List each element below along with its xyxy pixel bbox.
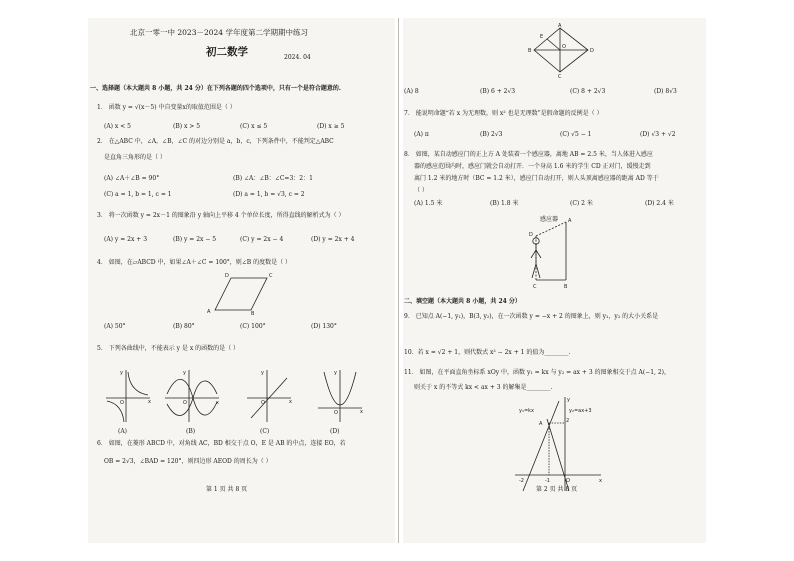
q8-line3: 离门 1.2 米的地方时（BC = 1.2 米），感应门自动打开，则人头顶离感应器的距离 AD 等于 xyxy=(414,175,659,182)
q3-option-c: (C) y = 2x − 4 xyxy=(240,236,284,243)
svg-text:O: O xyxy=(183,400,187,406)
svg-text:x: x xyxy=(289,399,292,405)
q1-option-d: (D) x ≥ 5 xyxy=(317,123,345,130)
svg-text:D: D xyxy=(590,48,594,54)
q8-door-figure xyxy=(526,214,576,290)
svg-text:O: O xyxy=(334,410,338,416)
q6-rhombus-figure xyxy=(528,24,598,78)
q11-line1: 11． 如图，在平面直角坐标系 xOy 中，函数 y₁ = kx 与 y₂ = ax + 3 的图象相交于点 A(−1, 2)， xyxy=(404,369,670,376)
q11-coordinate-graph xyxy=(505,395,605,495)
section1-header: 一、选择题（本大题共 8 小题，共 24 分）在下列各题的四个选项中，只有一个是符合题意的. xyxy=(90,85,341,92)
page1-footer: 第 1 页 共 8 页 xyxy=(206,486,248,493)
q2-stem-line1: 2． 在△ABC 中，∠A，∠B，∠C 的对边分别是 a，b，c，下列条件中，不能判定△ABC xyxy=(97,138,334,145)
svg-text:x: x xyxy=(148,399,151,405)
page-fold xyxy=(398,18,399,543)
q7-option-b: (B) 2√3 xyxy=(480,131,503,138)
svg-text:O: O xyxy=(120,400,124,406)
svg-text:y: y xyxy=(567,397,570,403)
q4-option-b: (B) 80° xyxy=(173,323,195,330)
q5-graph-d xyxy=(316,368,364,424)
svg-text:A: A xyxy=(207,309,211,315)
q6-stem-line2: OB = 2√3，∠BAD = 120°，则四边形 AEOD 的周长为（ ） xyxy=(104,458,272,465)
q8-line2: 器的感应范围内时，感应门就会自动打开．一个身高 1.6 米的学生 CD 正对门，缓慢走到 xyxy=(414,163,651,170)
q8-line1: 8． 如图，某自动感应门的正上方 A 处装着一个感应器，离地 AB = 2.5 米，当人体进入感应 xyxy=(404,151,653,158)
q3-option-a: (A) y = 2x + 3 xyxy=(104,236,148,243)
q5-label-a: (A) xyxy=(118,428,128,435)
q8-sensor-label: 感应器 xyxy=(540,216,559,223)
svg-text:O: O xyxy=(566,478,570,484)
q1-option-c: (C) x ≤ 5 xyxy=(240,123,268,130)
q2-option-b: (B) ∠A：∠B：∠C=3：2：1 xyxy=(233,175,313,182)
q4-option-d: (D) 130° xyxy=(311,323,337,330)
svg-text:y: y xyxy=(261,370,264,376)
svg-text:A: A xyxy=(568,218,572,224)
q8-option-b: (B) 1.8 米 xyxy=(490,200,519,207)
q3-option-d: (D) y = 2x + 4 xyxy=(311,236,355,243)
page2-footer: 第 2 页 共 8 页 xyxy=(536,486,578,493)
q3-option-b: (B) y = 2x − 5 xyxy=(173,236,217,243)
q10-stem: 10．若 x = √2 + 1，则代数式 x² − 2x + 1 的值为________. xyxy=(404,349,571,356)
svg-text:B: B xyxy=(564,284,568,290)
q7-option-d: (D) √3 + √2 xyxy=(640,131,676,138)
q6-option-a: (A) 8 xyxy=(404,88,419,95)
svg-text:y: y xyxy=(334,370,337,376)
q4-stem: 4． 如图，在▱ABCD 中，如果∠A＋∠C = 100°，则∠B 的度数是（ ） xyxy=(97,259,292,266)
svg-text:E: E xyxy=(540,34,544,40)
q3-stem: 3． 将一次函数 y = 2x－1 的图象沿 y 轴向上平移 4 个单位长度，所得直线的解析式为（ ） xyxy=(97,212,345,219)
q6-stem-line1: 6． 如图，在菱形 ABCD 中，对角线 AC，BD 相交于点 O，E 是 AB 的中点，连接 EO，若 xyxy=(97,440,346,447)
svg-text:B: B xyxy=(528,48,532,54)
svg-text:D: D xyxy=(225,273,229,279)
q5-label-c: (C) xyxy=(260,428,270,435)
svg-text:y: y xyxy=(183,370,186,376)
svg-text:x: x xyxy=(599,478,602,484)
q5-graph-b xyxy=(163,368,221,424)
svg-text:C: C xyxy=(558,74,562,80)
q6-option-d: (D) 8√3 xyxy=(654,88,677,95)
svg-text:x: x xyxy=(360,409,363,415)
section2-header: 二、填空题（本大题共 8 小题，共 24 分） xyxy=(404,298,521,305)
q5-stem: 5． 下列各曲线中，不能表示 y 是 x 的函数的是（ ） xyxy=(97,345,240,352)
svg-text:B: B xyxy=(251,311,255,317)
q2-option-a: (A) ∠A＋∠B = 90° xyxy=(104,175,160,182)
svg-text:O: O xyxy=(261,400,265,406)
exam-date: 2024. 04 xyxy=(284,54,311,61)
q11-line2: 则关于 x 的不等式 kx < ax + 3 的解集是________. xyxy=(414,384,553,391)
svg-text:A: A xyxy=(539,421,543,427)
q4-option-c: (C) 100° xyxy=(240,323,266,330)
q2-option-d: (D) a = 1, b = √3, c = 2 xyxy=(233,191,305,198)
q6-option-c: (C) 8 + 2√3 xyxy=(570,88,606,95)
svg-text:y: y xyxy=(120,370,123,376)
q5-graph-c xyxy=(245,368,293,424)
q1-stem: 1． 函数 y = √(x－5) 中自变量x的取值范围是（ ） xyxy=(97,104,236,111)
q5-label-d: (D) xyxy=(330,428,340,435)
q7-option-c: (C) √5 − 1 xyxy=(560,131,592,138)
svg-text:2: 2 xyxy=(566,418,570,424)
svg-text:D: D xyxy=(529,232,533,238)
school-title: 北京一零一中 2023－2024 学年度第二学期期中练习 xyxy=(130,28,308,37)
q4-parallelogram-figure xyxy=(205,270,275,315)
q8-option-a: (A) 1.5 米 xyxy=(414,200,443,207)
q1-option-a: (A) x < 5 xyxy=(104,123,131,130)
svg-text:y₂=ax+3: y₂=ax+3 xyxy=(569,408,592,414)
q7-stem: 7． 能说明命题“若 x 为无理数，则 x² 也是无理数”是假命题的反例是（ ） xyxy=(404,110,603,117)
q1-option-b: (B) x > 5 xyxy=(173,123,201,130)
subject-title: 初二数学 xyxy=(206,46,248,58)
q5-graph-a xyxy=(104,368,152,424)
q6-option-b: (B) 6 + 2√3 xyxy=(480,88,516,95)
svg-text:-2: -2 xyxy=(519,478,524,484)
q9-stem: 9． 已知点 A(−1, y₁)，B(3, y₂)，在一次函数 y = −x + 2 的图象上，则 y₁，y₂ 的大小关系是 xyxy=(404,313,659,320)
svg-text:x: x xyxy=(216,400,219,406)
q8-option-d: (D) 2.4 米 xyxy=(645,200,674,207)
q5-label-b: (B) xyxy=(186,428,196,435)
q8-option-c: (C) 2 米 xyxy=(570,200,593,207)
svg-text:-1: -1 xyxy=(545,478,550,484)
svg-text:O: O xyxy=(562,44,566,50)
svg-text:C: C xyxy=(269,273,273,279)
svg-text:y₁=kx: y₁=kx xyxy=(519,408,535,414)
q2-stem-line2: 是直角三角形的是（ ） xyxy=(104,154,166,161)
q4-option-a: (A) 50° xyxy=(104,323,126,330)
q2-option-c: (C) a = 1, b = 1, c = 1 xyxy=(104,191,172,198)
svg-text:C: C xyxy=(533,284,537,290)
q8-line4: （ ） xyxy=(414,187,428,194)
svg-text:A: A xyxy=(558,23,562,29)
q7-option-a: (A) π xyxy=(414,131,429,138)
